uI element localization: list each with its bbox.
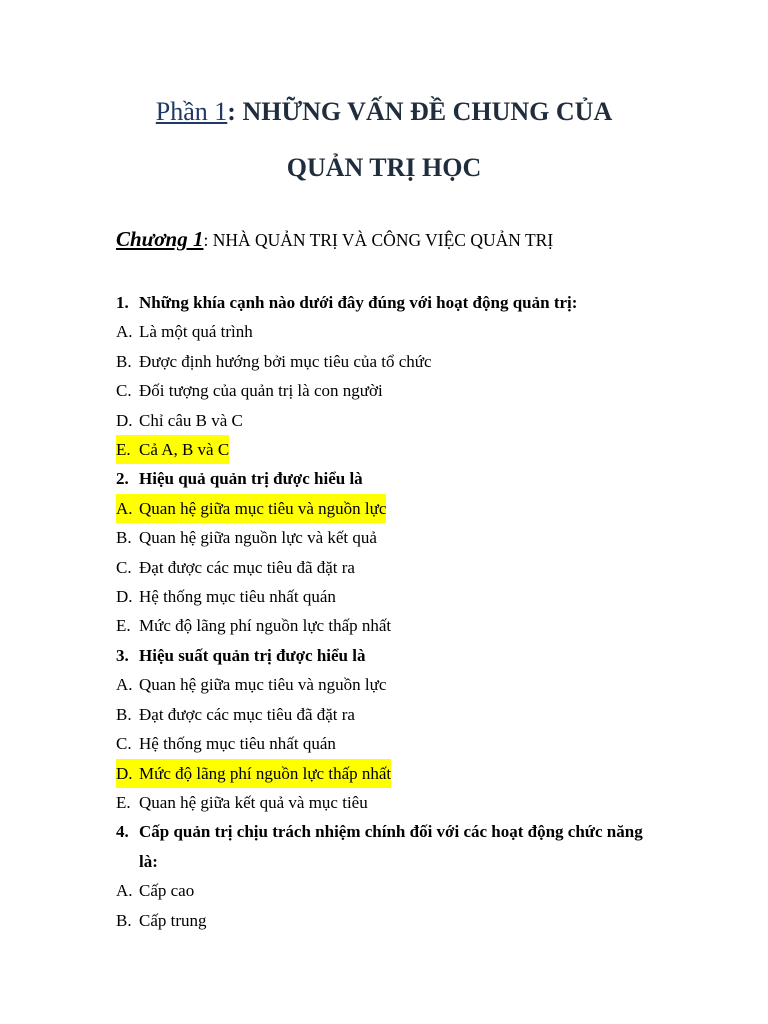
option-letter: A. [116,675,133,695]
option-text: Hệ thống mục tiêu nhất quán [139,587,336,607]
answer-option [116,317,656,346]
answer-option [116,729,656,758]
question-number: 1. [116,293,129,312]
option-text: Được định hướng bởi mục tiêu của tổ chức [139,351,432,371]
option-text: Quan hệ giữa kết quả và mục tiêu [139,792,368,812]
answer-option [116,553,656,582]
option-text: Cấp trung [139,910,207,930]
question-stem [116,288,656,317]
answer-option [116,906,656,935]
answer-highlight [116,435,229,464]
option-letter: D. [116,763,133,783]
option-letter: E. [116,616,131,636]
chapter-title [116,224,716,255]
option-letter: C. [116,557,132,577]
option-letter: E. [116,792,131,812]
option-text: Chỉ câu B và C [139,410,243,430]
option-letter: D. [116,410,133,430]
question-text: Những khía cạnh nào dưới đây đúng với hoạt động quản trị: [139,293,578,312]
question-stem [116,641,656,670]
answer-option [116,347,656,376]
option-text: Quan hệ giữa mục tiêu và nguồn lực [139,675,387,695]
option-letter: E. [116,440,131,460]
option-text: Đạt được các mục tiêu đã đặt ra [139,557,355,577]
question-number: 2. [116,469,129,489]
option-text: Là một quá trình [139,322,253,342]
option-text: Đạt được các mục tiêu đã đặt ra [139,704,355,724]
option-text: Đối tượng của quản trị là con người [139,381,383,401]
answer-option [116,582,656,611]
answer-option [116,876,656,905]
question-text: Hiệu quả quản trị được hiểu là [139,469,363,489]
option-text: Hệ thống mục tiêu nhất quán [139,734,336,754]
option-text: Mức độ lãng phí nguồn lực thấp nhất [139,616,392,636]
option-letter: B. [116,910,132,930]
answer-option [116,523,656,552]
chapter-title-rest: : NHÀ QUẢN TRỊ VÀ CÔNG VIỆC QUẢN TRỊ [203,230,554,250]
option-letter: C. [116,381,132,401]
question-list [116,288,656,935]
option-letter: B. [116,351,132,371]
option-letter: D. [116,587,133,607]
option-text: Quan hệ giữa mục tiêu và nguồn lực [139,498,387,518]
answer-option [116,788,656,817]
option-text: Cả A, B và C [139,440,230,460]
answer-highlight [116,759,391,788]
option-text: Cấp cao [139,881,195,901]
answer-option-highlighted [116,759,656,788]
option-letter: A. [116,881,133,901]
chapter-link[interactable]: Chương 1 [116,227,204,251]
option-text: Mức độ lãng phí nguồn lực thấp nhất [139,763,392,783]
part-link[interactable]: Phần 1 [155,97,228,126]
answer-option [116,700,656,729]
question-2 [116,464,656,640]
answer-option [116,406,656,435]
option-letter: B. [116,704,132,724]
answer-option-highlighted [116,435,656,464]
option-letter: A. [116,322,133,342]
part-title [0,84,768,196]
option-letter: A. [116,498,133,518]
option-letter: B. [116,528,132,548]
question-stem [116,464,656,493]
answer-option-highlighted [116,494,656,523]
part-title-line-2: QUẢN TRỊ HỌC [286,153,482,182]
question-3 [116,641,656,817]
question-1 [116,288,656,464]
question-text: Cấp quản trị chịu trách nhiệm chính đối với các hoạt động chức năng là: [139,822,643,871]
question-number: 4. [116,822,129,842]
question-stem [116,817,656,876]
answer-option [116,670,656,699]
option-text: Quan hệ giữa nguồn lực và kết quả [139,528,377,548]
answer-option [116,376,656,405]
question-number: 3. [116,645,129,665]
part-title-rest: : NHỮNG VẤN ĐỀ CHUNG CỦA [227,97,613,126]
answer-highlight [116,494,386,523]
question-4 [116,817,656,935]
option-letter: C. [116,734,132,754]
answer-option [116,611,656,640]
part-title-line-1 [0,84,768,140]
question-text: Hiệu suất quản trị được hiểu là [139,645,366,665]
